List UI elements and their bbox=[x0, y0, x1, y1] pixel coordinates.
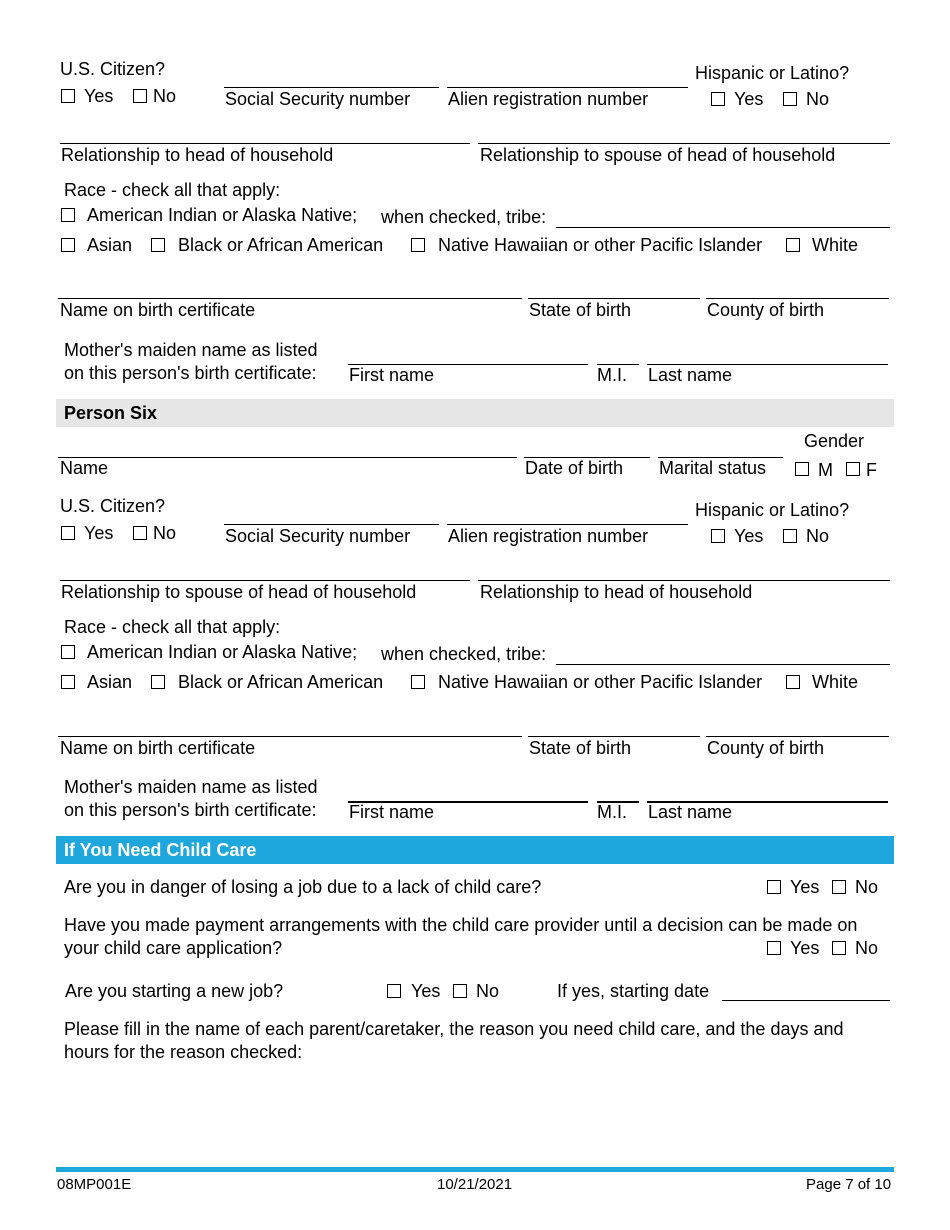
p6-tribe-label: when checked, tribe: bbox=[381, 644, 547, 664]
gender-m-label: M bbox=[818, 460, 833, 480]
new-job-question: Are you starting a new job? bbox=[65, 981, 284, 1001]
citizen-no-checkbox[interactable] bbox=[133, 89, 147, 103]
p6-citizen-yes-checkbox[interactable] bbox=[61, 526, 75, 540]
payment-question-line1: Have you made payment arrangements with the child care provider until a decision can be made on bbox=[64, 915, 858, 935]
mother-first-name-label: First name bbox=[349, 365, 435, 385]
tribe-field[interactable] bbox=[556, 227, 890, 228]
p6-mother-first-name-label: First name bbox=[349, 802, 435, 822]
p6-race-american-indian-checkbox[interactable] bbox=[61, 645, 75, 659]
ssn-label: Social Security number bbox=[225, 89, 411, 109]
race-american-indian-checkbox[interactable] bbox=[61, 208, 75, 222]
p6-race-question: Race - check all that apply: bbox=[64, 617, 281, 637]
race-black-label: Black or African American bbox=[178, 235, 384, 255]
hispanic-question: Hispanic or Latino? bbox=[695, 63, 850, 83]
mother-mi-label: M.I. bbox=[597, 365, 627, 385]
p6-race-asian-label: Asian bbox=[87, 672, 133, 692]
p6-mother-maiden-label-line2: on this person's birth certificate: bbox=[64, 800, 317, 820]
p6-race-native-hawaiian-label: Native Hawaiian or other Pacific Islander bbox=[438, 672, 763, 692]
p6-race-american-indian-label: American Indian or Alaska Native; bbox=[87, 642, 358, 662]
danger-yes-checkbox[interactable] bbox=[767, 880, 781, 894]
race-asian-label: Asian bbox=[87, 235, 133, 255]
p6-ssn-field[interactable] bbox=[224, 524, 439, 525]
gender-m-checkbox[interactable] bbox=[795, 462, 809, 476]
p6-mother-mi-label: M.I. bbox=[597, 802, 627, 822]
child-care-header-bar bbox=[56, 836, 894, 864]
page-number: Page 7 of 10 bbox=[806, 1176, 892, 1193]
new-job-yes-label: Yes bbox=[411, 981, 441, 1001]
start-date-field[interactable] bbox=[722, 1000, 890, 1001]
relationship-head-label: Relationship to head of household bbox=[61, 145, 334, 165]
new-job-no-checkbox[interactable] bbox=[453, 984, 467, 998]
race-american-indian-label: American Indian or Alaska Native; bbox=[87, 205, 358, 225]
new-job-yes-checkbox[interactable] bbox=[387, 984, 401, 998]
p6-race-asian-checkbox[interactable] bbox=[61, 675, 75, 689]
birth-name-label: Name on birth certificate bbox=[60, 300, 256, 320]
gender-f-label: F bbox=[866, 460, 877, 480]
gender-label: Gender bbox=[804, 431, 865, 451]
p6-hispanic-no-label: No bbox=[806, 526, 830, 546]
new-job-no-label: No bbox=[476, 981, 500, 1001]
p6-citizen-yes-label: Yes bbox=[84, 523, 114, 543]
race-white-label: White bbox=[812, 235, 859, 255]
citizen-no-label: No bbox=[153, 86, 177, 106]
race-native-hawaiian-label: Native Hawaiian or other Pacific Islander bbox=[438, 235, 763, 255]
p6-mother-maiden-label-line1: Mother's maiden name as listed bbox=[64, 777, 318, 797]
start-date-label: If yes, starting date bbox=[557, 981, 710, 1001]
p6-citizen-question: U.S. Citizen? bbox=[60, 496, 166, 516]
tribe-label: when checked, tribe: bbox=[381, 207, 547, 227]
p6-tribe-field[interactable] bbox=[556, 664, 890, 665]
person-six-header-bar bbox=[56, 399, 894, 427]
p6-relationship-spouse-label: Relationship to spouse of head of household bbox=[61, 582, 417, 602]
form-id: 08MP001E bbox=[57, 1176, 132, 1193]
danger-no-checkbox[interactable] bbox=[832, 880, 846, 894]
relationship-head-field[interactable] bbox=[60, 143, 470, 144]
p6-relationship-head-field[interactable] bbox=[478, 580, 890, 581]
gender-f-checkbox[interactable] bbox=[846, 462, 860, 476]
p6-citizen-no-checkbox[interactable] bbox=[133, 526, 147, 540]
race-question: Race - check all that apply: bbox=[64, 180, 281, 200]
p6-hispanic-yes-checkbox[interactable] bbox=[711, 529, 725, 543]
citizen-yes-checkbox[interactable] bbox=[61, 89, 75, 103]
instructions-line2: hours for the reason checked: bbox=[64, 1042, 303, 1062]
birth-name-field[interactable] bbox=[58, 298, 522, 299]
race-black-checkbox[interactable] bbox=[151, 238, 165, 252]
p6-birth-county-label: County of birth bbox=[707, 738, 825, 758]
p6-hispanic-yes-label: Yes bbox=[734, 526, 764, 546]
p6-birth-state-field[interactable] bbox=[528, 736, 700, 737]
mother-maiden-label-line2: on this person's birth certificate: bbox=[64, 363, 317, 383]
p6-race-white-checkbox[interactable] bbox=[786, 675, 800, 689]
hispanic-yes-checkbox[interactable] bbox=[711, 92, 725, 106]
danger-yes-label: Yes bbox=[790, 877, 820, 897]
dob-label: Date of birth bbox=[525, 458, 624, 478]
mother-last-name-label: Last name bbox=[648, 365, 733, 385]
hispanic-no-checkbox[interactable] bbox=[783, 92, 797, 106]
instructions-line1: Please fill in the name of each parent/caretaker, the reason you need child care, and the days and bbox=[64, 1019, 844, 1039]
hispanic-yes-label: Yes bbox=[734, 89, 764, 109]
p6-relationship-head-label: Relationship to head of household bbox=[480, 582, 753, 602]
p6-race-white-label: White bbox=[812, 672, 859, 692]
footer-rule bbox=[56, 1167, 894, 1172]
p6-birth-name-label: Name on birth certificate bbox=[60, 738, 256, 758]
birth-state-label: State of birth bbox=[529, 300, 632, 320]
race-native-hawaiian-checkbox[interactable] bbox=[411, 238, 425, 252]
p6-race-native-hawaiian-checkbox[interactable] bbox=[411, 675, 425, 689]
payment-no-label: No bbox=[855, 938, 879, 958]
danger-question: Are you in danger of losing a job due to a lack of child care? bbox=[64, 877, 542, 897]
relationship-spouse-field[interactable] bbox=[478, 143, 890, 144]
alien-number-label: Alien registration number bbox=[448, 89, 649, 109]
alien-number-field[interactable] bbox=[447, 87, 688, 88]
name-label: Name bbox=[60, 458, 109, 478]
citizen-question: U.S. Citizen? bbox=[60, 59, 166, 79]
ssn-field[interactable] bbox=[224, 87, 439, 88]
citizen-yes-label: Yes bbox=[84, 86, 114, 106]
birth-county-label: County of birth bbox=[707, 300, 825, 320]
danger-no-label: No bbox=[855, 877, 879, 897]
form-date: 10/21/2021 bbox=[437, 1176, 513, 1193]
p6-hispanic-question: Hispanic or Latino? bbox=[695, 500, 850, 520]
marital-status-label: Marital status bbox=[659, 458, 767, 478]
payment-yes-label: Yes bbox=[790, 938, 820, 958]
mother-maiden-label-line1: Mother's maiden name as listed bbox=[64, 340, 318, 360]
birth-county-field[interactable] bbox=[706, 298, 889, 299]
p6-alien-number-field[interactable] bbox=[447, 524, 688, 525]
p6-birth-state-label: State of birth bbox=[529, 738, 632, 758]
relationship-spouse-label: Relationship to spouse of head of household bbox=[480, 145, 836, 165]
p6-hispanic-no-checkbox[interactable] bbox=[783, 529, 797, 543]
p6-alien-number-label: Alien registration number bbox=[448, 526, 649, 546]
child-care-title: If You Need Child Care bbox=[64, 840, 257, 860]
payment-no-checkbox[interactable] bbox=[832, 941, 846, 955]
p6-race-black-label: Black or African American bbox=[178, 672, 384, 692]
race-asian-checkbox[interactable] bbox=[61, 238, 75, 252]
p6-citizen-no-label: No bbox=[153, 523, 177, 543]
p6-birth-name-field[interactable] bbox=[58, 736, 522, 737]
payment-question-line2: your child care application? bbox=[64, 938, 283, 958]
payment-yes-checkbox[interactable] bbox=[767, 941, 781, 955]
p6-mother-last-name-label: Last name bbox=[648, 802, 733, 822]
race-white-checkbox[interactable] bbox=[786, 238, 800, 252]
name-field[interactable] bbox=[58, 457, 517, 458]
p6-ssn-label: Social Security number bbox=[225, 526, 411, 546]
p6-birth-county-field[interactable] bbox=[706, 736, 889, 737]
p6-race-black-checkbox[interactable] bbox=[151, 675, 165, 689]
p6-relationship-spouse-field[interactable] bbox=[60, 580, 470, 581]
birth-state-field[interactable] bbox=[528, 298, 700, 299]
person-six-title: Person Six bbox=[64, 403, 158, 423]
hispanic-no-label: No bbox=[806, 89, 830, 109]
